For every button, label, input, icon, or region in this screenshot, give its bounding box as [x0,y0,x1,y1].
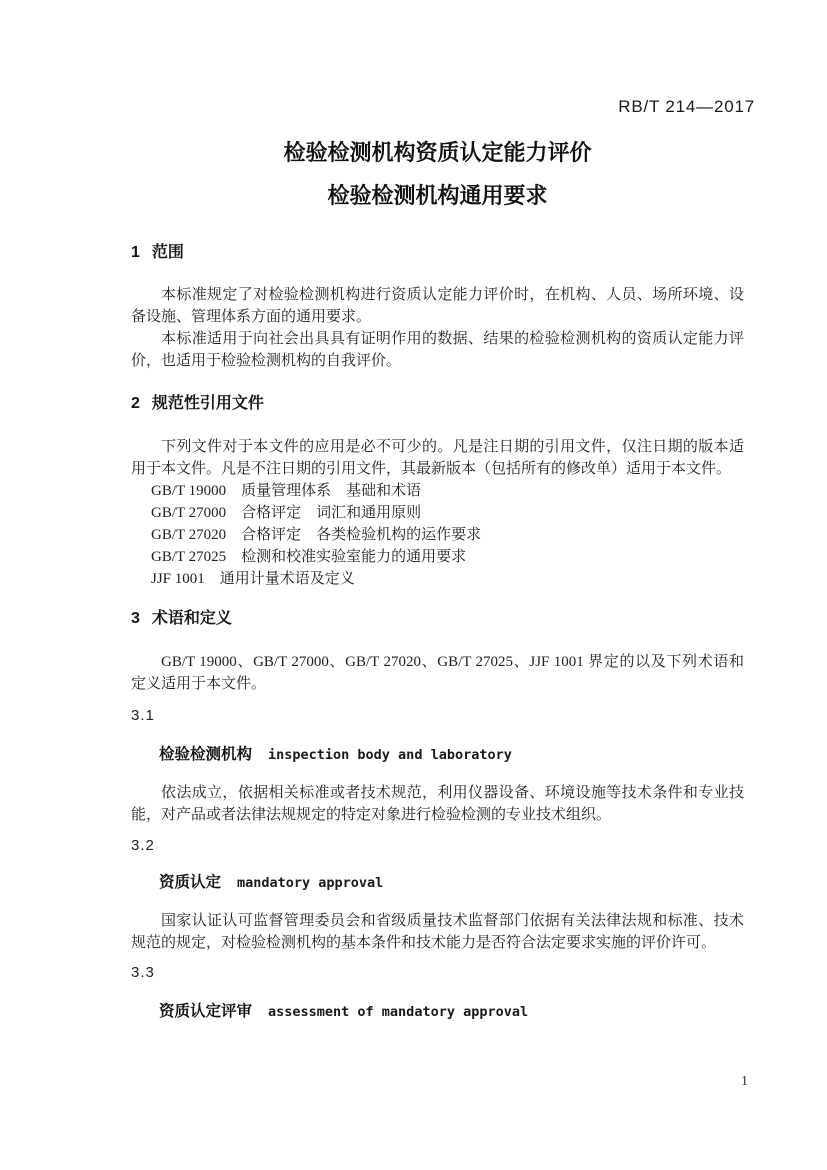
section-2-number: 2 [131,395,140,412]
term-3-3-line [131,1001,744,1023]
doc-code: RB/T 214—2017 [618,97,755,116]
scope-paragraph-2: 本标准适用于向社会出具具有证明作用的数据、结果的检验检测机构的资质认定能力评价，也适用于检验检测机构的自我评价。 [131,331,744,369]
scope-paragraph-1: 本标准规定了对检验检测机构进行资质认定能力评价时，在机构、人员、场所环境、设备设施、管理体系方面的通用要求。 [131,287,744,325]
section-1-number: 1 [131,244,140,261]
term-3-1-line [131,744,744,766]
reference-item: JJF 1001 通用计量术语及定义 [151,571,355,587]
reference-item: GB/T 27020 合格评定 各类检验机构的运作要求 [151,527,482,543]
reference-item: GB/T 19000 质量管理体系 基础和术语 [151,483,422,499]
doc-title-line1: 检验检测机构资质认定能力评价 [283,140,592,165]
term-3-1-zh: 检验检测机构 [159,746,253,763]
clause-3-3-number: 3.3 [131,964,155,981]
reference-item: GB/T 27000 合格评定 词汇和通用原则 [151,505,422,521]
section-2-heading [131,394,744,414]
section-2-label: 规范性引用文件 [151,395,264,412]
reference-item: GB/T 27025 检测和校准实验室能力的通用要求 [151,549,467,565]
section-3-heading [131,609,744,629]
page-number: 1 [741,1074,748,1089]
term-3-1-en: inspection body and laboratory [268,747,512,763]
section-3-label: 术语和定义 [151,610,232,627]
doc-title-line2: 检验检测机构通用要求 [327,183,548,208]
clause-3-1-number: 3.1 [131,707,155,724]
reference-list [131,480,744,590]
term-3-2-zh: 资质认定 [159,874,222,891]
term-3-3-en: assessment of mandatory approval [268,1004,529,1020]
clause-3-2-number: 3.2 [131,837,155,854]
term-3-1-definition: 依法成立，依据相关标准或者技术规范，利用仪器设备、环境设施等技术条件和专业技能，对产品或者法律法规规定的特定对象进行检验检测的专业技术组织。 [131,785,744,823]
term-3-2-line [131,872,744,894]
term-3-2-en: mandatory approval [237,875,384,891]
term-3-3-zh: 资质认定评审 [159,1003,253,1020]
section-3-number: 3 [131,610,140,627]
section-1-label: 范围 [151,244,184,261]
terms-intro: GB/T 19000、GB/T 27000、GB/T 27020、GB/T 27025、JJF 1001 界定的以及下列术语和定义适用于本文件。 [131,654,744,692]
normative-refs-intro: 下列文件对于本文件的应用是必不可少的。凡是注日期的引用文件，仅注日期的版本适用于本文件。凡是不注日期的引用文件，其最新版本（包括所有的修改单）适用于本文件。 [131,439,744,477]
section-1-heading [131,243,744,263]
term-3-2-definition: 国家认证认可监督管理委员会和省级质量技术监督部门依据有关法律法规和标准、技术规范的规定，对检验检测机构的基本条件和技术能力是否符合法定要求实施的评价许可。 [131,913,744,951]
